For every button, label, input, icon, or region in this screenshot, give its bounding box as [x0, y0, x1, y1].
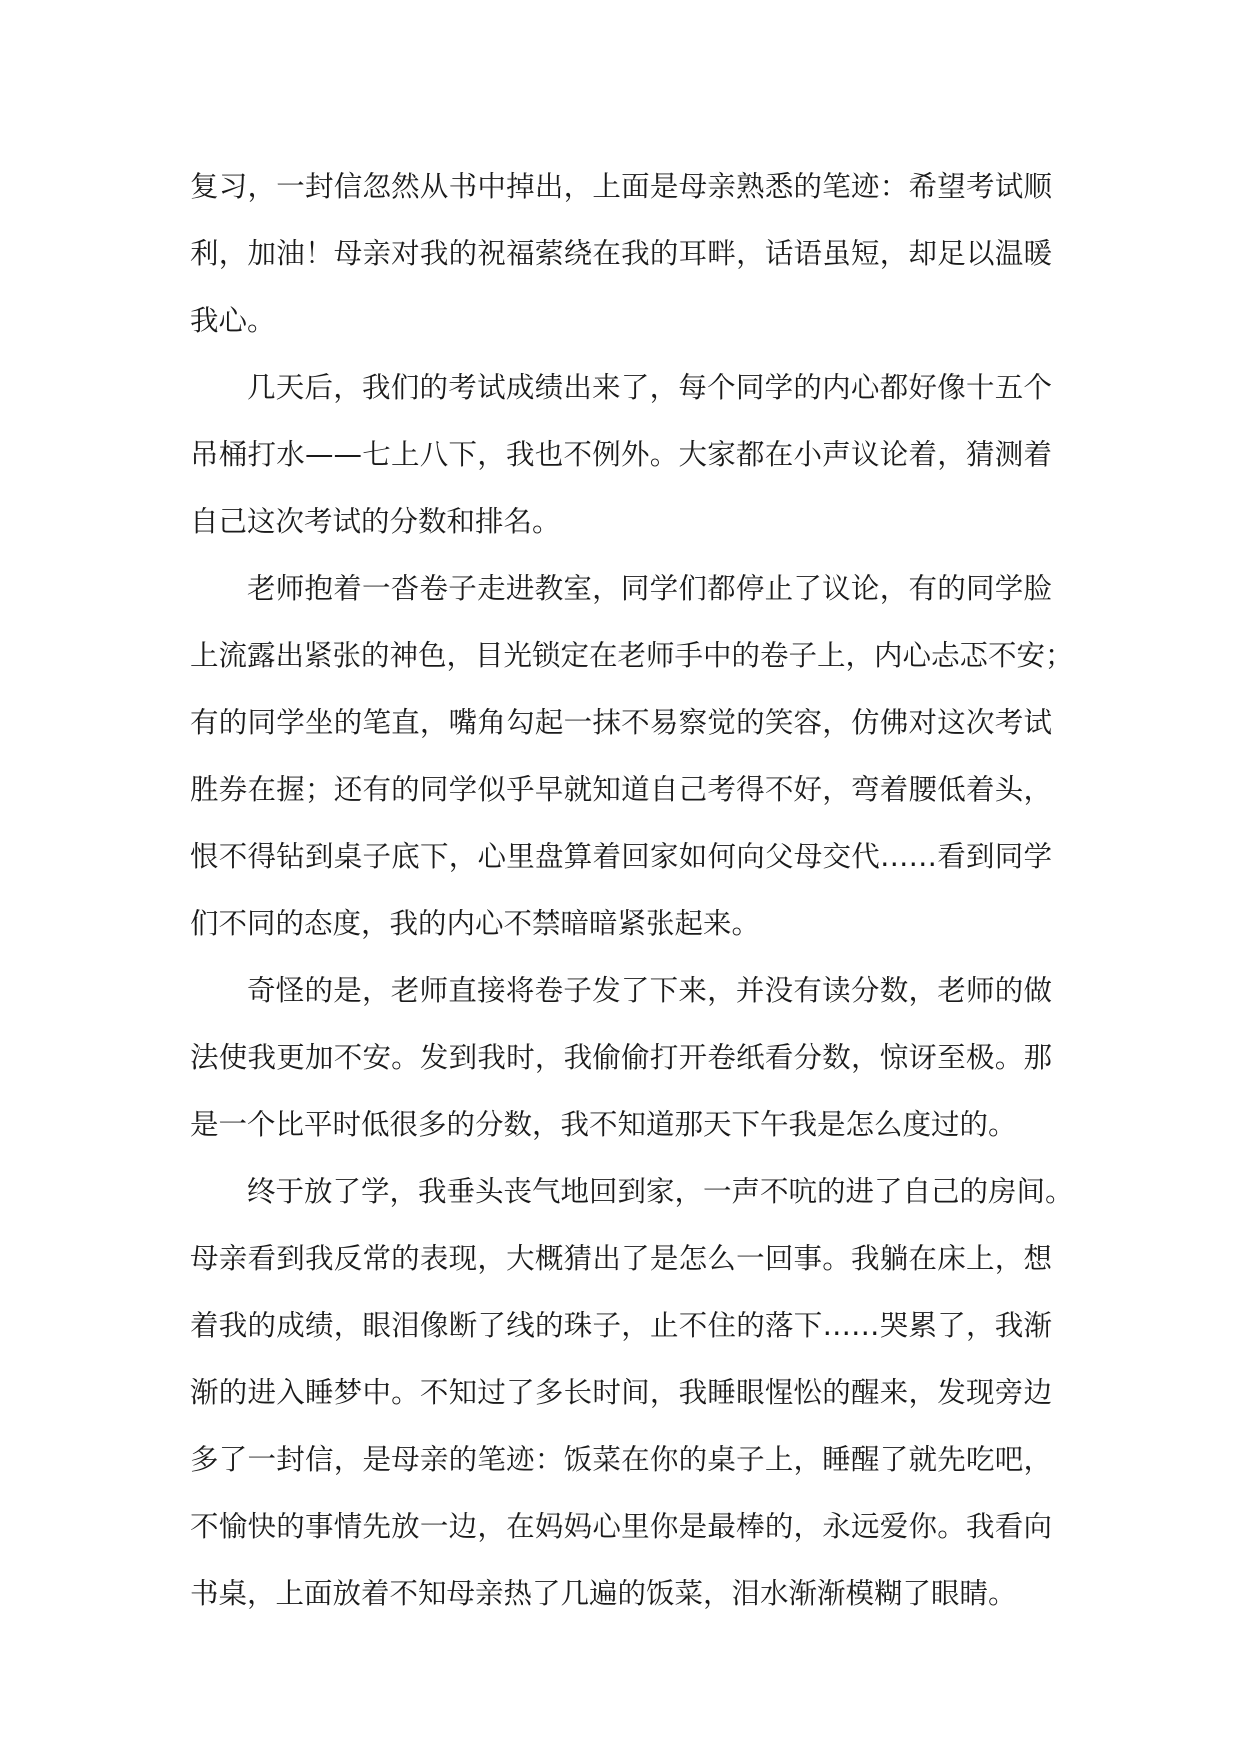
text-line: 法使我更加不安。发到我时，我偷偷打开卷纸看分数，惊讶至极。那 — [190, 1041, 1052, 1074]
text-line: 着我的成绩，眼泪像断了线的珠子，止不住的落下……哭累了，我渐 — [190, 1309, 1052, 1342]
text-line: 上流露出紧张的神色，目光锁定在老师手中的卷子上，内心忐忑不安； — [190, 639, 1074, 672]
text-line: 们不同的态度，我的内心不禁暗暗紧张起来。 — [190, 907, 761, 940]
text-line: 多了一封信，是母亲的笔迹：饭菜在你的桌子上，睡醒了就先吃吧， — [190, 1443, 1052, 1476]
text-line: 不愉快的事情先放一边，在妈妈心里你是最棒的，永远爱你。我看向 — [190, 1510, 1052, 1543]
text-line: 恨不得钻到桌子底下，心里盘算着回家如何向父母交代……看到同学 — [190, 840, 1052, 873]
text-line: 是一个比平时低很多的分数，我不知道那天下午我是怎么度过的。 — [190, 1108, 1017, 1141]
text-line: 吊桶打水——七上八下，我也不例外。大家都在小声议论着，猜测着 — [190, 438, 1052, 471]
text-line: 胜券在握；还有的同学似乎早就知道自己考得不好，弯着腰低着头， — [190, 773, 1052, 806]
text-line: 利，加油！母亲对我的祝福萦绕在我的耳畔，话语虽短，却足以温暖 — [190, 237, 1052, 270]
text-line: 终于放了学，我垂头丧气地回到家，一声不吭的进了自己的房间。 — [247, 1175, 1074, 1208]
text-line: 渐的进入睡梦中。不知过了多长时间，我睡眼惺忪的醒来，发现旁边 — [190, 1376, 1052, 1409]
text-line: 我心。 — [190, 304, 276, 337]
text-line: 书桌，上面放着不知母亲热了几遍的饭菜，泪水渐渐模糊了眼睛。 — [190, 1577, 1017, 1610]
text-line: 母亲看到我反常的表现，大概猜出了是怎么一回事。我躺在床上，想 — [190, 1242, 1052, 1275]
text-line: 奇怪的是，老师直接将卷子发了下来，并没有读分数，老师的做 — [247, 974, 1052, 1007]
text-line: 自己这次考试的分数和排名。 — [190, 505, 561, 538]
text-line: 老师抱着一沓卷子走进教室，同学们都停止了议论，有的同学脸 — [247, 572, 1052, 605]
text-line: 几天后，我们的考试成绩出来了，每个同学的内心都好像十五个 — [247, 371, 1052, 404]
text-line: 复习，一封信忽然从书中掉出，上面是母亲熟悉的笔迹：希望考试顺 — [190, 170, 1052, 203]
text-line: 有的同学坐的笔直，嘴角勾起一抹不易察觉的笑容，仿佛对这次考试 — [190, 706, 1052, 739]
document-body — [190, 153, 1074, 1627]
